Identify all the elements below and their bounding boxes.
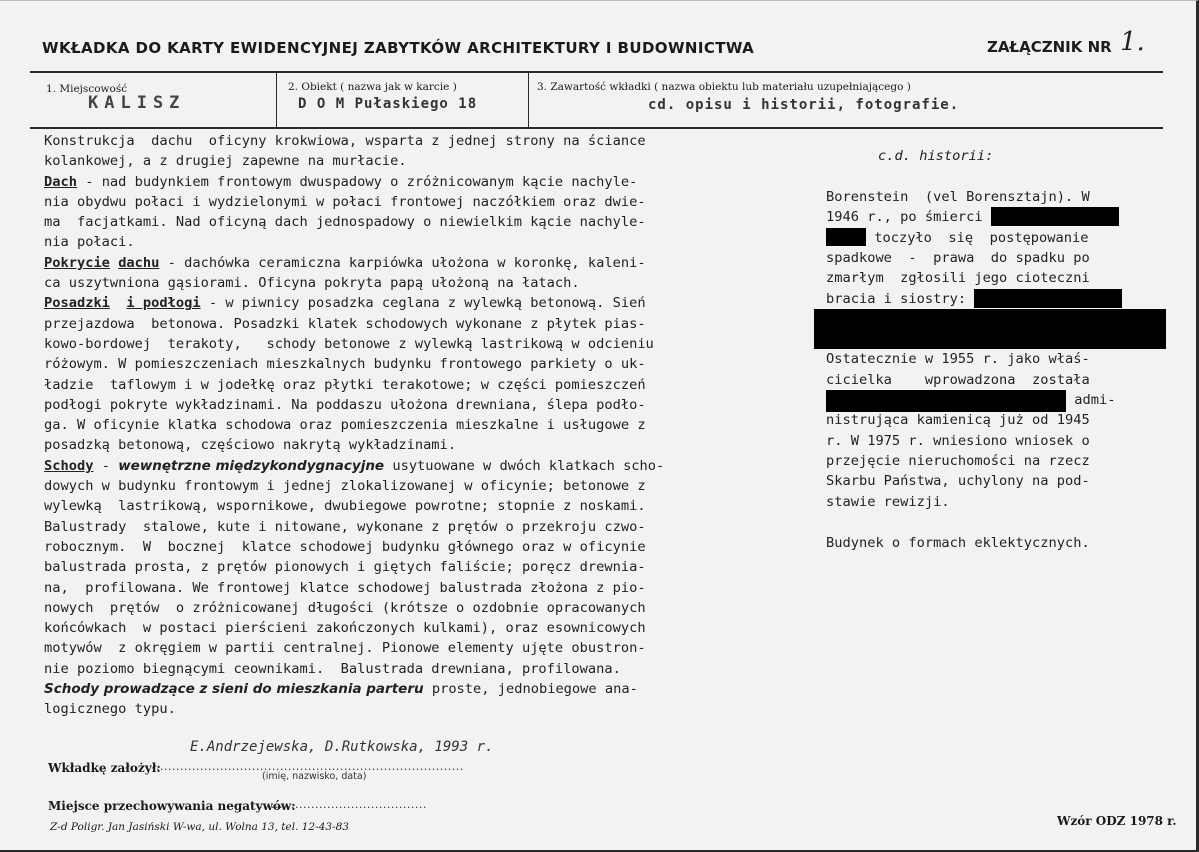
text-line: cicielka wprowadzona została <box>826 371 1090 388</box>
stairs-subheading-2: Schody prowadzące z sieni do mieszkania parteru <box>44 681 424 698</box>
text-line <box>44 293 779 313</box>
text-line: r. W 1975 r. wniesiono wniosek o <box>826 432 1090 449</box>
section-heading-floors-2: i podłogi <box>126 295 201 312</box>
spacer <box>826 166 1156 186</box>
text-line: Ostatecznie w 1955 r. jako właś- <box>826 351 1090 368</box>
object-value: D O M Pułaskiego 18 <box>298 96 478 112</box>
text-line: różowym. W pomieszczeniach mieszkalnych budynku frontowego parkiety o uk- <box>44 356 646 373</box>
text-segment: - dachówka ceramiczna karpiówka ułożona w koronkę, kaleni- <box>159 254 646 271</box>
header-bottom-rule <box>30 127 1163 129</box>
text-line: Skarbu Państwa, uchylony na pod- <box>826 473 1090 490</box>
text-line <box>44 456 779 476</box>
text-line: ca uszytwniona gąsiorami. Oficyna pokryta papą ułożoną na łatach. <box>44 275 580 292</box>
created-by-hint: (imię, nazwisko, data) <box>262 771 367 782</box>
attachment-number: 1. <box>1120 27 1145 57</box>
section-heading-roofing: Pokrycie <box>44 254 110 271</box>
history-column <box>826 146 1156 553</box>
created-by-label: Wkładkę założył: <box>48 761 161 775</box>
text-segment: - <box>93 457 119 474</box>
text-line: nie poziomo biegnącymi ceownikami. Balustrada drewniana, profilowana. <box>44 660 621 677</box>
stairs-subheading: wewnętrzne międzykondygnacyjne <box>118 457 385 474</box>
text-line: ga. W oficynie klatka schodowa oraz pomieszczenia mieszkalne i usługowe z <box>44 417 646 434</box>
text-line: posadzką betonową, częściowo nakrytą wykładzinami. <box>44 437 457 454</box>
redacted-line <box>826 309 1156 349</box>
content-label: 3. Zawartość wkładki ( nazwa obiektu lub materiału uzupełniającego ) <box>537 81 911 93</box>
text-line <box>826 228 1156 248</box>
text-line: podłogi pokryte wykładzinami. Na poddaszu ułożona drewniana, ślepa podło- <box>44 396 646 413</box>
text-line <box>826 207 1156 227</box>
redaction-block <box>826 390 1066 412</box>
text-line: robocznym. W bocznej klatce schodowej budynku głównego oraz w oficynie <box>44 538 646 555</box>
created-by-dots: .............................................................................. <box>152 760 464 773</box>
text-line: przejazdowa betonowa. Posadzki klatek schodowych wykonane z płytek pias- <box>44 315 646 332</box>
section-heading-floors: Posadzki <box>44 295 110 312</box>
text-line: kowo-bordowej terakoty, schody betonowe z wylewką lastrikową w odcieniu <box>44 335 654 352</box>
redaction-block <box>826 228 866 246</box>
text-line <box>44 172 779 192</box>
text-line <box>44 253 779 273</box>
text-segment: proste, jednobiegowe ana- <box>423 681 638 698</box>
redaction-block <box>974 289 1122 308</box>
text-line: spadkowe - prawa do spadku po <box>826 249 1090 266</box>
text-segment: admi- <box>1066 391 1116 408</box>
text-line: dowych w budynku frontowym i jednej zlokalizowanej w oficynie; betonowe z <box>44 478 646 495</box>
printer-imprint: Z-d Poligr. Jan Jasiński W-wa, ul. Wolna 13, tel. 12-43-83 <box>50 821 349 833</box>
header-top-rule <box>30 71 1163 73</box>
text-line <box>826 289 1156 309</box>
negatives-dots: .......................................... <box>259 798 427 811</box>
text-line: Borenstein (vel Borensztajn). W <box>826 188 1090 205</box>
section-heading-roof: Dach <box>44 173 77 190</box>
history-heading: c.d. historii: <box>878 148 994 164</box>
field-divider-1 <box>276 72 277 127</box>
card-title: WKŁADKA DO KARTY EWIDENCYJNEJ ZABYTKÓW ARCHITEKTURY I BUDOWNICTWA <box>42 39 755 57</box>
text-line: końcówkach w postaci pierścieni zakończonych kulkami), oraz esownicowych <box>44 620 646 637</box>
text-line: ma facjatkami. Nad oficyną dach jednospadowy o niewielkim kącie nachyle- <box>44 214 646 231</box>
section-heading-roofing-2: dachu <box>118 254 160 271</box>
text-segment: bracia i siostry: <box>826 290 975 307</box>
object-label: 2. Obiekt ( nazwa jak w karcie ) <box>288 81 457 93</box>
text-segment: - w piwnicy posadzka ceglana z wylewką betonową. Sień <box>200 295 646 312</box>
content-value: cd. opisu i historii, fotografie. <box>648 97 960 113</box>
text-line: nowych prętów o zróżnicowanej długości (krótsze o ozdobnie opracowanych <box>44 599 646 616</box>
field-divider-2 <box>528 72 529 127</box>
text-line <box>826 390 1156 410</box>
text-line: logicznego typu. <box>44 701 176 718</box>
text-line: Balustrady stalowe, kute i nitowane, wykonane z prętów o przekroju czwo- <box>44 518 646 535</box>
text-line: balustrada prosta, z prętów pionowych i giętych faliście; poręcz drewnia- <box>44 559 646 576</box>
text-line: Budynek o formach eklektycznych. <box>826 534 1090 551</box>
spacer <box>826 512 1156 532</box>
text-line: nia obydwu połaci i wydzielonymi w połaci frontowej naczółkiem oraz dwie- <box>44 193 646 210</box>
text-segment: usytuowane w dwóch klatkach scho- <box>384 457 665 474</box>
text-line: zmarłym zgłosili jego cioteczni <box>826 270 1090 287</box>
text-line: na, profilowana. We frontowej klatce schodowej balustrada złożona z pio- <box>44 579 646 596</box>
locality-label: 1. Miejscowość <box>46 83 128 95</box>
redaction-block <box>991 207 1119 226</box>
text-segment: - nad budynkiem frontowym dwuspadowy o zróżnicowanym kącie nachyle- <box>76 173 638 190</box>
section-heading-stairs: Schody <box>44 457 94 474</box>
text-line: nia połaci. <box>44 234 135 251</box>
text-line: Konstrukcja dachu oficyny krokwiowa, wsparta z jednej strony na ściance <box>44 133 646 149</box>
text-line: motywów z okręgiem w partii centralnej. Pionowe elementy ujęte obustron- <box>44 640 646 657</box>
authors-line: E.Andrzejewska, D.Rutkowska, 1993 r. <box>190 739 494 755</box>
text-line: nistrująca kamienicą już od 1945 <box>826 412 1090 429</box>
text-line: wylewką lastrikową, wspornikowe, dwubiegowe powrotne; stopnie z noskami. <box>44 498 646 515</box>
text-line: przejęcie nieruchomości na rzecz <box>826 453 1090 470</box>
text-line: ładzie taflowym i w jodełkę oraz płytki terakotowe; w części pomieszczeń <box>44 376 646 393</box>
text-line: kolankowej, a z drugiej zapewne na murłacie. <box>44 153 407 170</box>
text-segment: 1946 r., po śmierci <box>826 209 991 226</box>
text-line <box>44 679 779 699</box>
locality-value: KALISZ <box>88 93 186 113</box>
redaction-block <box>814 309 1166 349</box>
attachment-label: ZAŁĄCZNIK NR <box>987 38 1112 56</box>
description-column <box>44 131 779 720</box>
form-code: Wzór ODZ 1978 r. <box>1057 814 1177 828</box>
negatives-label: Miejsce przechowywania negatywów: <box>48 799 296 813</box>
text-line: stawie rewizji. <box>826 493 950 510</box>
text-segment: toczyło się postępowanie <box>866 229 1089 246</box>
